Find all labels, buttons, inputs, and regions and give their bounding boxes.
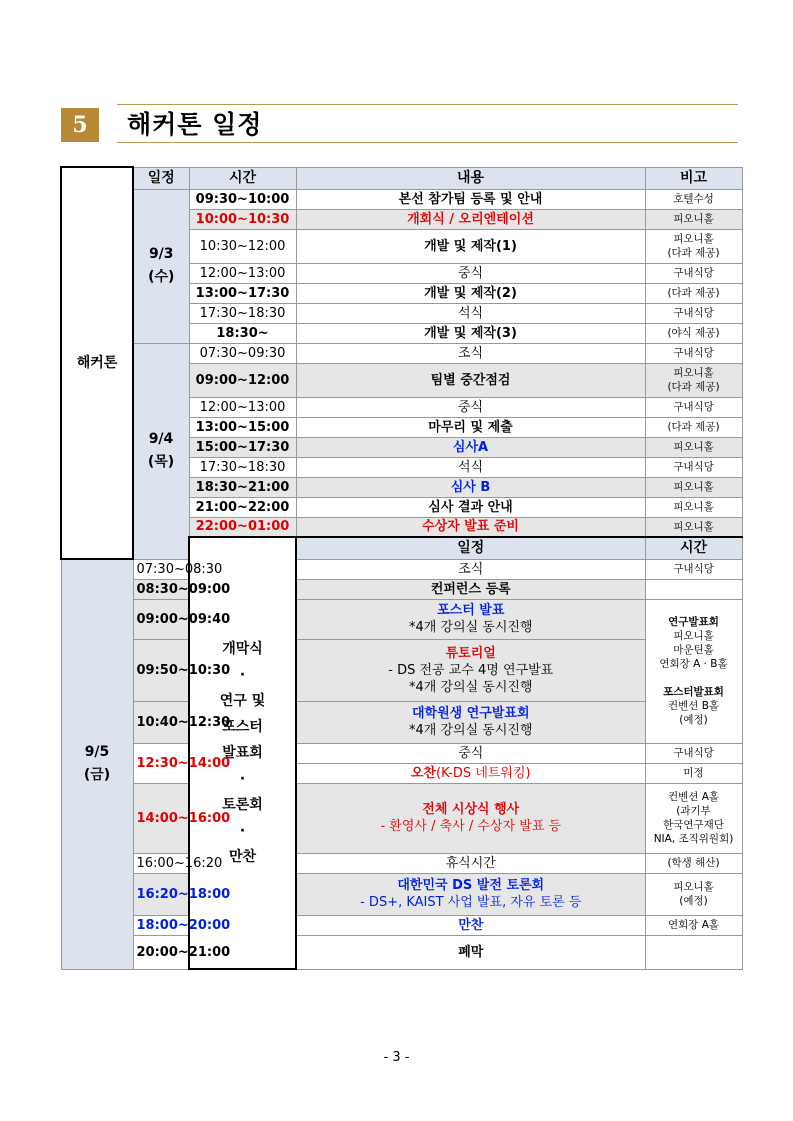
note-line: 피오니홀 [673, 367, 714, 379]
note-cell: 피오니홀 [645, 497, 742, 517]
content-cell: 수상자 발표 준비 [296, 517, 645, 537]
time-cell: 08:30~09:00 [133, 579, 189, 599]
day-date: 9/3 [148, 246, 174, 262]
content-title: 대한민국 DS 발전 토론회 [397, 878, 545, 893]
day-weekday: (수) [148, 269, 175, 285]
time-cell: 10:30~12:00 [189, 229, 296, 263]
content-cell: 조식 [296, 559, 645, 579]
content-cell: 심사A [296, 437, 645, 457]
section-label-line: · [239, 667, 246, 683]
time-cell: 07:30~08:30 [133, 559, 189, 579]
content-cell: 본선 참가팀 등록 및 안내 [296, 189, 645, 209]
note-cell: 구내식당 [645, 343, 742, 363]
table-row [61, 343, 742, 363]
content-title: 오찬 [410, 765, 436, 781]
table-row [61, 783, 742, 853]
content-cell: 중식 [296, 263, 645, 283]
section-label-line: 만찬 [228, 849, 257, 865]
content-cell: 만찬 [296, 915, 645, 935]
note-cell [645, 783, 742, 853]
time-cell: 12:00~13:00 [189, 263, 296, 283]
col-header-time: 시간 [645, 537, 742, 559]
time-cell: 09:30~10:00 [189, 189, 296, 209]
content-cell: 중식 [296, 397, 645, 417]
header-rule-bottom [117, 142, 738, 143]
note-cell: (다과 제공) [645, 417, 742, 437]
time-cell: 21:00~22:00 [189, 497, 296, 517]
section-label-line: 포스터 [222, 719, 263, 735]
note-cell: 구내식당 [645, 457, 742, 477]
content-cell: 석식 [296, 303, 645, 323]
note-cell [645, 579, 742, 599]
col-header-date: 일정 [133, 167, 189, 189]
time-cell: 09:50~10:30 [133, 639, 189, 701]
table-row [61, 639, 742, 701]
note-cell [645, 363, 742, 397]
content-cell: 컨퍼런스 등록 [296, 579, 645, 599]
note-line: 컨벤션 A홀 [667, 791, 720, 803]
note-cell: (학생 해산) [645, 853, 742, 873]
note-cell [645, 935, 742, 969]
note-heading: 연구발표회 [668, 616, 719, 628]
content-sub: *4개 강의실 동시진행 [409, 723, 533, 738]
time-cell: 13:00~17:30 [189, 283, 296, 303]
section-number-badge: 5 [61, 108, 99, 142]
day-weekday: (금) [83, 767, 111, 784]
content-cell: 중식 [296, 743, 645, 763]
note-cell: 구내식당 [645, 559, 742, 579]
table-row [61, 189, 742, 209]
content-cell: 마무리 및 제출 [296, 417, 645, 437]
content-title: 전체 시상식 행사 [422, 802, 520, 817]
content-sub: (K-DS 네트워킹) [436, 765, 531, 781]
time-cell: 09:00~12:00 [189, 363, 296, 397]
content-cell: 심사 결과 안내 [296, 497, 645, 517]
note-line: (다과 제공) [667, 381, 720, 393]
note-line: 한국연구재단 [663, 819, 724, 831]
time-cell: 16:00~16:20 [133, 853, 189, 873]
section-title: 해커톤 일정 [127, 110, 263, 139]
note-heading: 포스터발표회 [663, 686, 724, 698]
schedule-table [60, 166, 743, 970]
section-label-conference [189, 537, 296, 969]
content-sub: - DS+, KAIST 사업 발표, 자유 토론 등 [360, 895, 582, 910]
content-cell: 개발 및 제작(3) [296, 323, 645, 343]
content-cell [296, 873, 645, 915]
table-row [61, 559, 742, 579]
note-cell: (다과 제공) [645, 283, 742, 303]
note-cell: 피오니홀 [645, 437, 742, 457]
content-cell [296, 639, 645, 701]
section-label-line: · [239, 771, 246, 787]
note-line: 피오니홀 [673, 233, 714, 245]
content-cell [296, 763, 645, 783]
time-cell: 16:20~18:00 [133, 873, 189, 915]
note-line: (예정) [679, 895, 708, 907]
note-cell: 구내식당 [645, 743, 742, 763]
note-cell: 피오니홀 [645, 517, 742, 537]
note-line: 컨벤션 B홀 [667, 700, 720, 712]
note-cell: 피오니홀 [645, 477, 742, 497]
note-cell: 연회장 A홀 [645, 915, 742, 935]
note-cell: 피오니홀 [645, 209, 742, 229]
content-cell [296, 701, 645, 743]
time-cell: 14:00~16:00 [133, 783, 189, 853]
content-cell: 개회식 / 오리엔테이션 [296, 209, 645, 229]
note-line: 연회장 A · B홀 [659, 658, 728, 670]
content-cell: 심사 B [296, 477, 645, 497]
col-header-note: 비고 [645, 167, 742, 189]
table-row [61, 915, 742, 935]
content-cell: 휴식시간 [296, 853, 645, 873]
note-cell: 호텔수성 [645, 189, 742, 209]
col-header-content: 내용 [296, 167, 645, 189]
note-cell: 미정 [645, 763, 742, 783]
time-cell: 10:00~10:30 [189, 209, 296, 229]
content-sub: - DS 전공 교수 4명 연구발표 [388, 662, 554, 678]
section-label-line: 토론회 [222, 797, 263, 813]
day-cell-0903 [133, 189, 189, 343]
section-label-line: 개막식 [222, 641, 263, 657]
day-weekday: (목) [147, 454, 175, 470]
day-cell-0904 [133, 343, 189, 559]
section-header [61, 100, 738, 146]
content-cell: 개발 및 제작(2) [296, 283, 645, 303]
time-cell: 18:30~21:00 [189, 477, 296, 497]
content-sub: *4개 강의실 동시진행 [409, 679, 533, 695]
day-date: 9/4 [148, 431, 174, 447]
table-row [61, 873, 742, 915]
content-cell: 팀별 중간점검 [296, 363, 645, 397]
table-row [61, 853, 742, 873]
section-label-hackathon: 해커톤 [61, 167, 133, 559]
note-line: (다과 제공) [667, 247, 720, 259]
content-cell: 개발 및 제작(1) [296, 229, 645, 263]
note-cell: (야식 제공) [645, 323, 742, 343]
merged-venue-note [645, 599, 742, 743]
time-cell: 17:30~18:30 [189, 457, 296, 477]
time-cell: 07:30~09:30 [189, 343, 296, 363]
page-number: - 3 - [383, 1050, 410, 1065]
note-line: 피오니홀 [673, 881, 714, 893]
note-cell: 구내식당 [645, 263, 742, 283]
content-sub: *4개 강의실 동시진행 [409, 620, 533, 635]
note-line: 피오니홀 [673, 630, 714, 642]
content-cell: 조식 [296, 343, 645, 363]
note-cell [645, 229, 742, 263]
content-cell [296, 599, 645, 639]
note-line: (과기부 [676, 805, 711, 817]
col-header-date: 일정 [296, 537, 645, 559]
time-cell: 20:00~21:00 [133, 935, 189, 969]
time-cell: 22:00~01:00 [189, 517, 296, 537]
table-row [61, 579, 742, 599]
col-header-time: 시간 [189, 167, 296, 189]
time-cell: 12:30~14:00 [133, 743, 189, 783]
time-cell: 13:00~15:00 [189, 417, 296, 437]
note-cell [645, 873, 742, 915]
time-cell: 18:30~ [189, 323, 296, 343]
content-sub: - 환영사 / 축사 / 수상자 발표 등 [380, 819, 561, 834]
table-row [61, 599, 742, 639]
section-label-line: 발표회 [222, 745, 263, 761]
content-title: 포스터 발표 [437, 603, 505, 618]
note-cell: 구내식당 [645, 397, 742, 417]
content-title: 튜토리얼 [445, 645, 496, 661]
content-cell: 석식 [296, 457, 645, 477]
day-cell-0905 [61, 559, 133, 969]
time-cell: 09:00~09:40 [133, 599, 189, 639]
time-cell: 17:30~18:30 [189, 303, 296, 323]
day-date: 9/5 [84, 744, 110, 761]
time-cell: 12:00~13:00 [189, 397, 296, 417]
note-line: 마운틴홀 [673, 644, 714, 656]
note-line: NIA, 조직위원회) [653, 833, 734, 845]
content-title: 대학원생 연구발표회 [411, 706, 530, 721]
table-row [61, 935, 742, 969]
content-cell: 폐막 [296, 935, 645, 969]
time-cell: 15:00~17:30 [189, 437, 296, 457]
time-cell: 10:40~12:30 [133, 701, 189, 743]
table-row [61, 701, 742, 743]
content-cell [296, 783, 645, 853]
note-cell: 구내식당 [645, 303, 742, 323]
note-line: (예정) [679, 714, 708, 726]
time-cell: 18:00~20:00 [133, 915, 189, 935]
section-label-line: 연구 및 [219, 693, 266, 709]
section-label-line: · [239, 823, 246, 839]
table-row [61, 743, 742, 763]
